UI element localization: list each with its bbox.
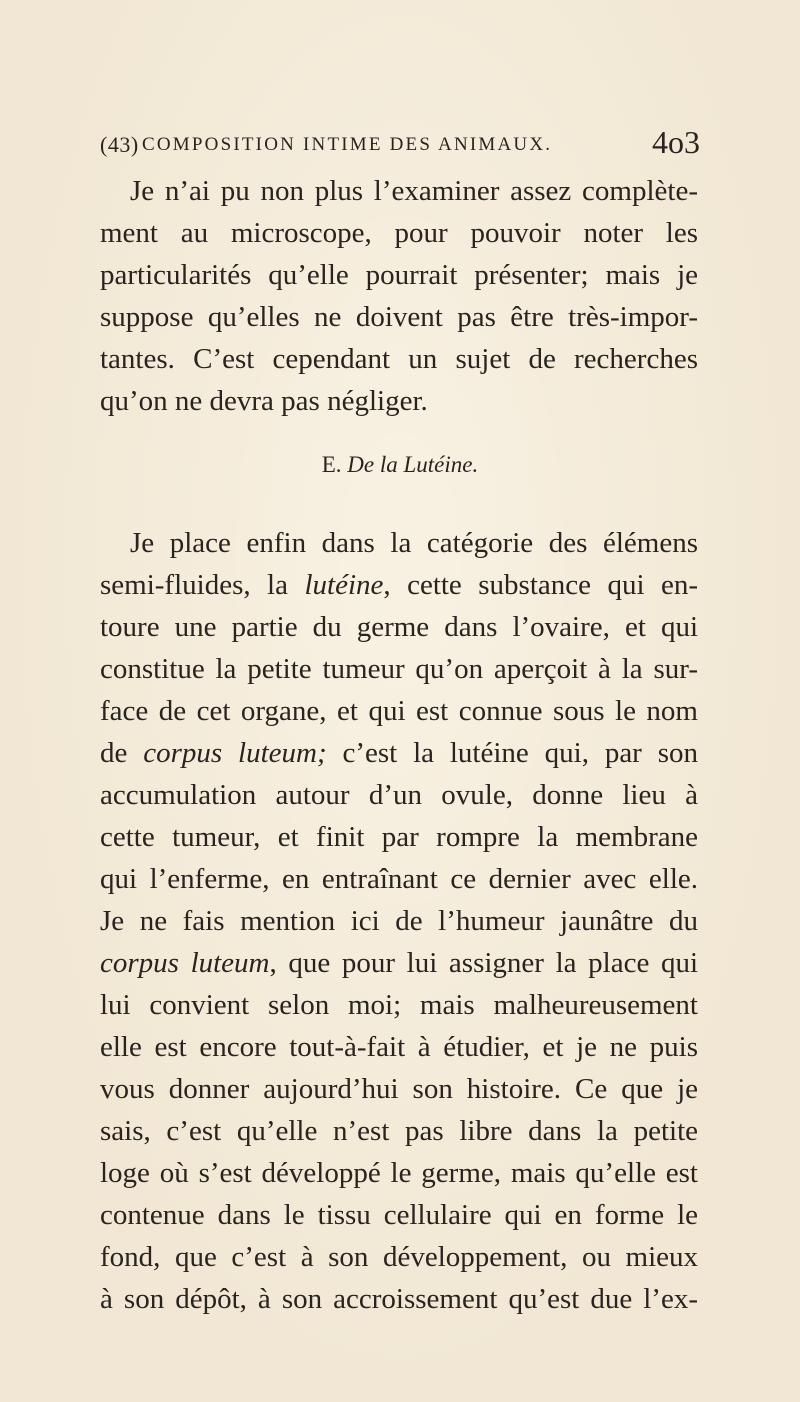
text-line: vous donner aujourd’hui son histoire. Ce que je xyxy=(100,1073,698,1105)
text-line: cette tumeur, et finit par rompre la membrane xyxy=(100,821,698,853)
text-line: Je ne fais mention ici de l’humeur jaunâtre du xyxy=(100,905,698,937)
text-line: face de cet organe, et qui est connue sous le nom xyxy=(100,695,698,727)
text-line: sais, c’est qu’elle n’est pas libre dans la petite xyxy=(100,1115,698,1147)
text-line: accumulation autour d’un ovule, donne lieu à xyxy=(100,779,698,811)
section-heading xyxy=(0,452,800,478)
text-line: tantes. C’est cependant un sujet de recherches xyxy=(100,343,698,375)
text-line: à son dépôt, à son accroissement qu’est due l’ex- xyxy=(100,1283,698,1315)
text-line: contenue dans le tissu cellulaire qui en forme le xyxy=(100,1199,698,1231)
page-number: 4o3 xyxy=(652,124,700,160)
running-header xyxy=(100,124,700,170)
text-line: lui convient selon moi; mais malheureusement xyxy=(100,989,698,1021)
text-line: ment au microscope, pour pouvoir noter les xyxy=(100,217,698,249)
text-line: Je n’ai pu non plus l’examiner assez complète- xyxy=(130,175,698,207)
text-line: corpus luteum, que pour lui assigner la place qui xyxy=(100,947,698,979)
text-line: qui l’enferme, en entraînant ce dernier avec elle. xyxy=(100,863,698,895)
text-line: fond, que c’est à son développement, ou mieux xyxy=(100,1241,698,1273)
text-line: elle est encore tout-à-fait à étudier, et je ne puis xyxy=(100,1031,698,1063)
text-line: particularités qu’elle pourrait présenter; mais je xyxy=(100,259,698,291)
text-line: toure une partie du germe dans l’ovaire, et qui xyxy=(100,611,698,643)
running-title: COMPOSITION INTIME DES ANIMAUX. xyxy=(142,134,553,155)
text-line: suppose qu’elles ne doivent pas être très-impor- xyxy=(100,301,698,333)
text-line: qu’on ne devra pas négliger. xyxy=(100,385,428,417)
text-line: Je place enfin dans la catégorie des élémens xyxy=(130,527,698,559)
section-title: De la Lutéine. xyxy=(347,452,479,477)
chapter-number: (43) xyxy=(100,132,139,157)
text-line: loge où s’est développé le germe, mais qu’elle est xyxy=(100,1157,698,1189)
section-letter: E. xyxy=(321,452,342,477)
text-line: de corpus luteum; c’est la lutéine qui, par son xyxy=(100,737,698,769)
text-line: constitue la petite tumeur qu’on aperçoit à la sur- xyxy=(100,653,698,685)
text-line: semi-fluides, la lutéine, cette substance qui en- xyxy=(100,569,698,601)
